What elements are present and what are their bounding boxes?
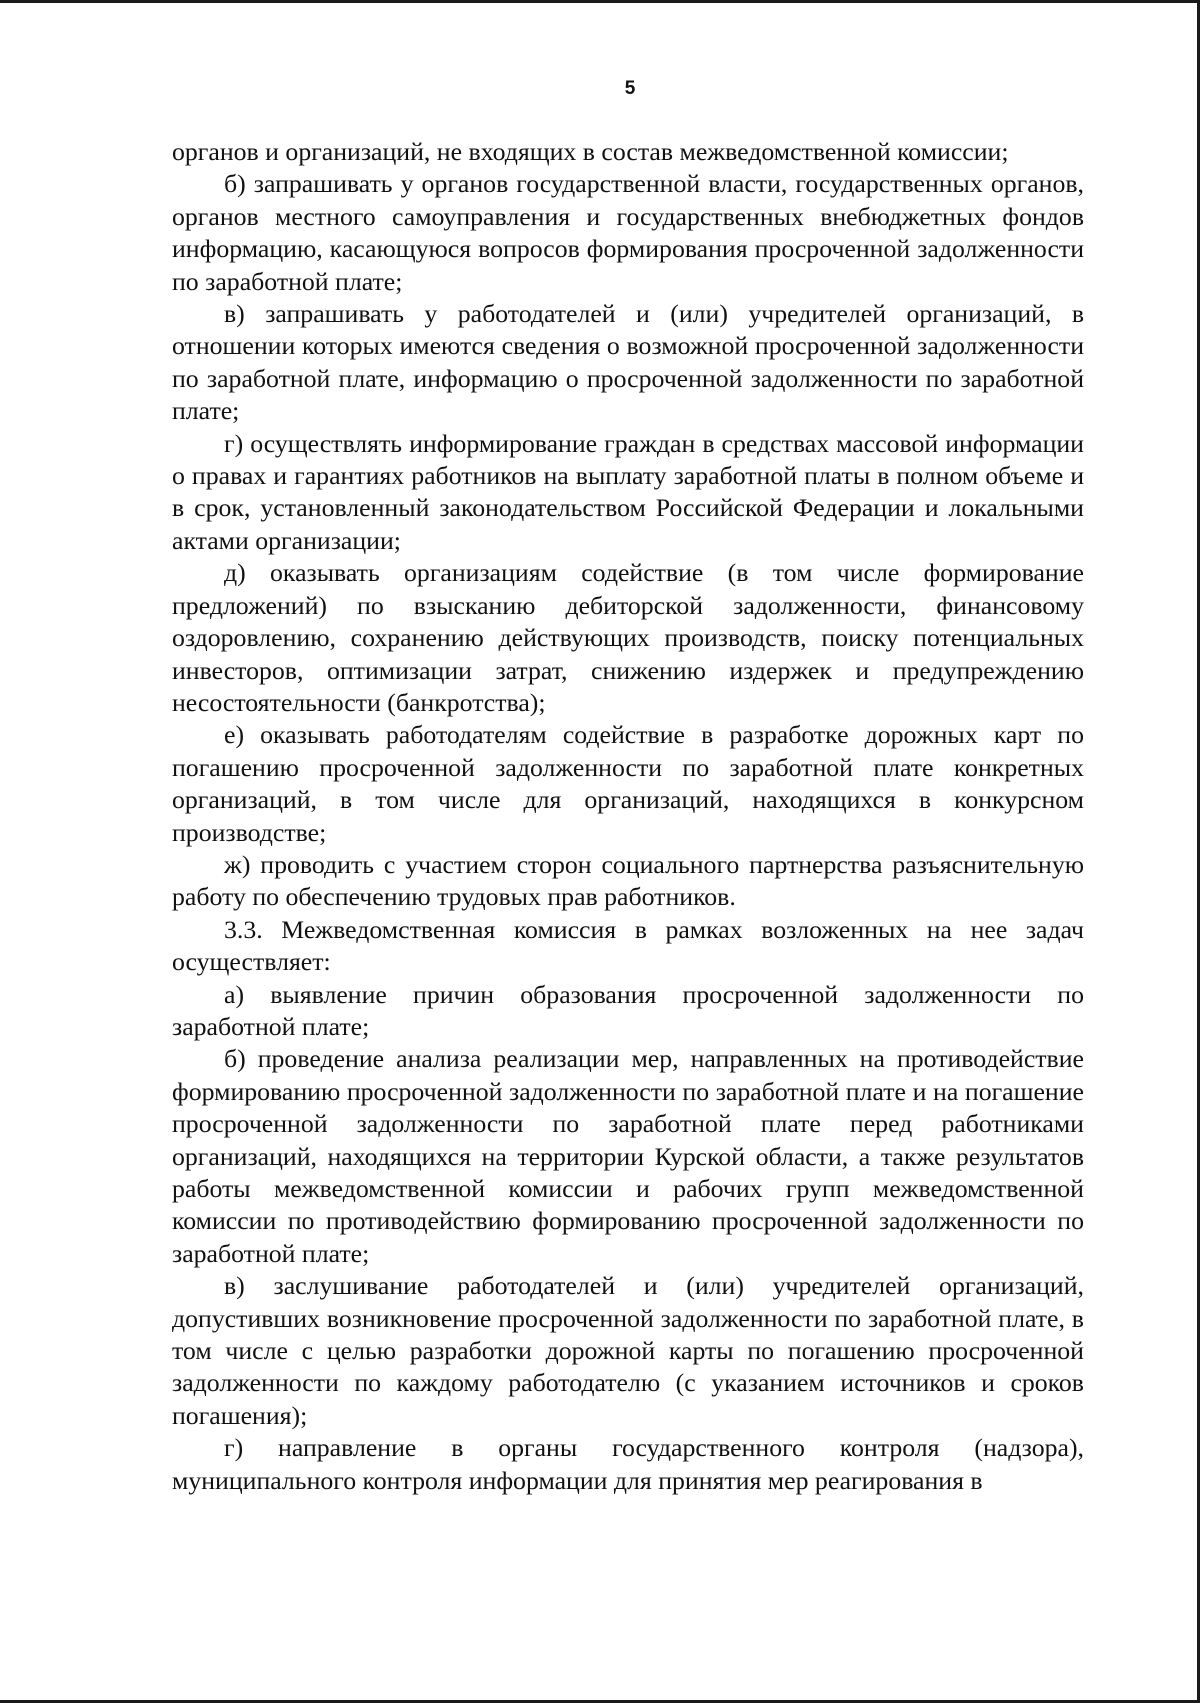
paragraph-item-g: г) осуществлять информирование граждан в средствах массовой информации о правах и гарантиях работников на выплату заработной платы в полном объеме и в срок, установленный законодательством Российской Федерации и локальными актами организации; bbox=[172, 428, 1084, 555]
document-body bbox=[172, 136, 1084, 1497]
paragraph-item-d: д) оказывать организациям содействие (в том числе формирование предложений) по взысканию дебиторской задолженности, финансовому оздоровлению, сохранению действующих производств, поиску потенциальных инвесторов, оптимизации затрат, снижению издержек и предупреждению несостоятельности (банкротства); bbox=[172, 558, 1084, 717]
paragraph-item-e: е) оказывать работодателям содействие в разработке дорожных карт по погашению просроченной задолженности по заработной плате конкретных организаций, в том числе для организаций, находящихся в конкурсном производстве; bbox=[172, 720, 1084, 847]
page-number: 5 bbox=[624, 78, 636, 99]
paragraph-item-b: б) запрашивать у органов государственной власти, государственных органов, органов местного самоуправления и государственных внебюджетных фондов информацию, касающуюся вопросов формирования просроченной задолженности по заработной плате; bbox=[172, 169, 1084, 296]
paragraph-item-v-2: в) заслушивание работодателей и (или) учредителей организаций, допустивших возникновение просроченной задолженности по заработной плате, в том числе с целью разработки дорожной карты по погашению просроченной задолженности по каждому работодателю (с указанием источников и сроков погашения); bbox=[172, 1271, 1084, 1430]
paragraph-item-g-2: г) направление в органы государственного контроля (надзора), муниципального контроля информации для принятия мер реагирования в bbox=[172, 1433, 1084, 1495]
paragraph-item-zh: ж) проводить с участием сторон социального партнерства разъяснительную работу по обеспечению трудовых прав работников. bbox=[172, 849, 1084, 912]
scan-edge-top bbox=[0, 0, 1200, 3]
paragraph-item-a: а) выявление причин образования просроченной задолженности по заработной плате; bbox=[172, 979, 1084, 1041]
paragraph-item-v: в) запрашивать у работодателей и (или) учредителей организаций, в отношении которых имеются сведения о возможной просроченной задолженности по заработной плате, информацию о просроченной задолженности по заработной плате; bbox=[172, 299, 1084, 426]
paragraph-section-3-3: 3.3. Межведомственная комиссия в рамках возложенных на нее задач осуществляет: bbox=[172, 914, 1084, 977]
paragraph-item-b-2: б) проведение анализа реализации мер, направленных на противодействие формированию просроченной задолженности по заработной плате и на погашение просроченной задолженности по заработной плате перед работниками организаций, находящихся на территории Курской области, а также результатов работы межведомственной комиссии и рабочих групп межведомственной комиссии по противодействию формированию просроченной задолженности по заработной плате; bbox=[172, 1044, 1084, 1268]
paragraph-continuation: органов и организаций, не входящих в состав межведомственной комиссии; bbox=[172, 137, 1009, 166]
